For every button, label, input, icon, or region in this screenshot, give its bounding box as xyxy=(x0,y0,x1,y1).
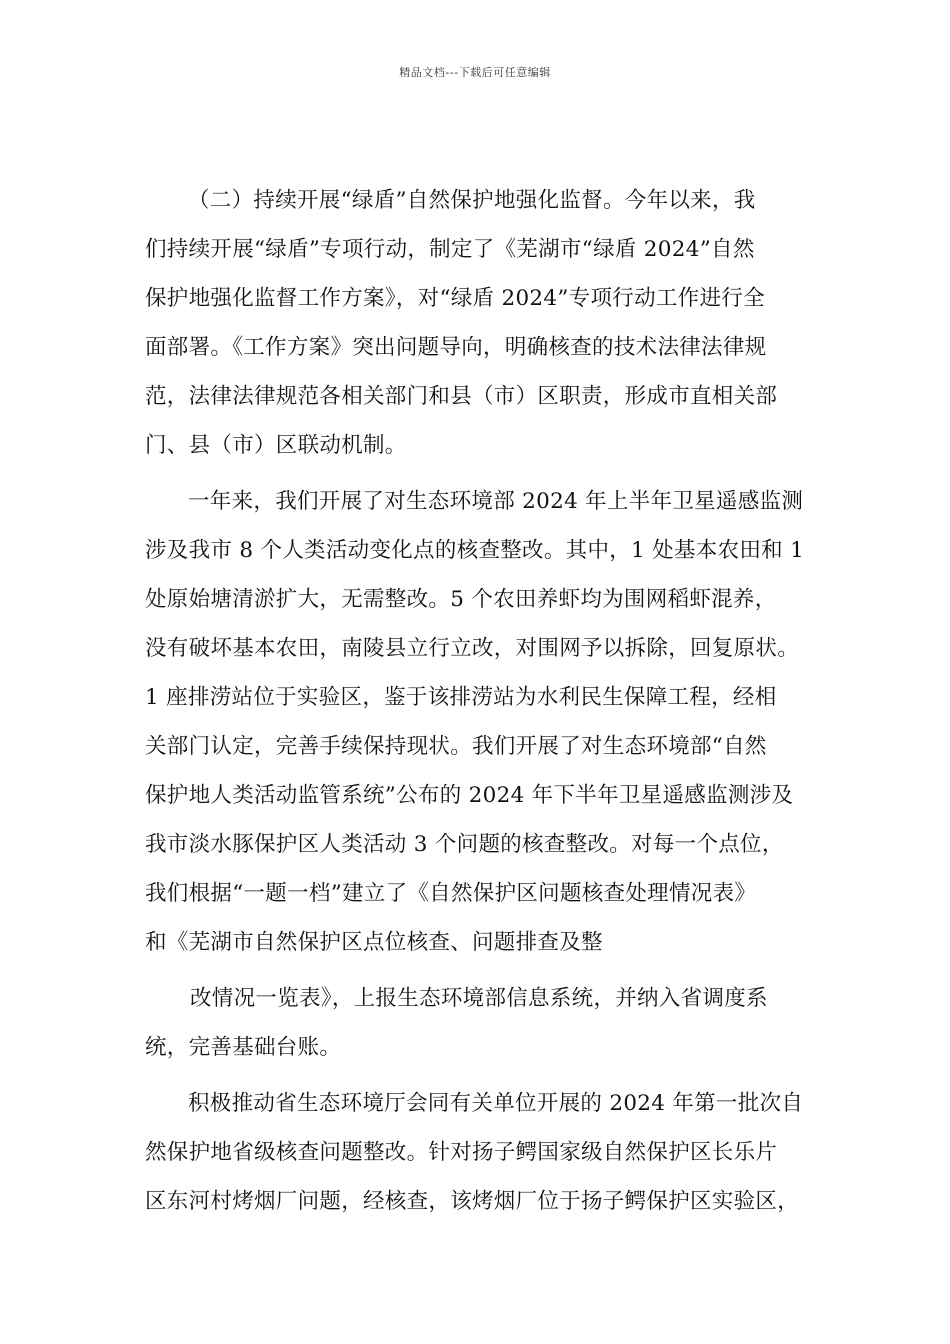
paragraph-line: 门、县（市）区联动机制。 xyxy=(145,433,407,458)
paragraph-line: 关部门认定，完善手续保持现状。我们开展了对生态环境部“自然 xyxy=(145,734,767,759)
paragraph-line: 范，法律法律规范各相关部门和县（市）区职责，形成市直相关部 xyxy=(145,384,778,409)
paragraph-line: 1 座排涝站位于实验区，鉴于该排涝站为水利民生保障工程，经相 xyxy=(145,685,777,710)
paragraph-line: 我市淡水豚保护区人类活动 3 个问题的核查整改。对每一个点位， xyxy=(145,832,784,857)
document-body xyxy=(145,176,825,1226)
paragraph-line: 面部署。《工作方案》突出问题导向，明确核查的技术法律法律规 xyxy=(145,335,767,360)
paragraph-line: 涉及我市 8 个人类活动变化点的核查整改。其中，1 处基本农田和 1 xyxy=(145,538,805,563)
paragraph-line: 然保护地省级核查问题整改。针对扬子鳄国家级自然保护区长乐片 xyxy=(145,1140,778,1165)
paragraph-line: 保护地强化监督工作方案》，对“绿盾 2024”专项行动工作进行全 xyxy=(145,286,765,311)
paragraph-line: 积极推动省生态环境厅会同有关单位开展的 2024 年第一批次自 xyxy=(188,1091,804,1116)
paragraph-line: 和《芜湖市自然保护区点位核查、问题排查及整 xyxy=(145,930,603,955)
paragraph-line: 我们根据“一题一档”建立了《自然保护区问题核查处理情况表》 xyxy=(145,881,757,906)
paragraph-line: 统，完善基础台账。 xyxy=(145,1035,342,1060)
page-header: 精品文档---下载后可任意编辑 xyxy=(399,66,551,79)
paragraph-line: （二）持续开展“绿盾”自然保护地强化监督。今年以来，我 xyxy=(188,188,756,213)
paragraph-line: 区东河村烤烟厂问题，经核查，该烤烟厂位于扬子鳄保护区实验区， xyxy=(145,1189,800,1214)
paragraph-line: 改情况一览表》，上报生态环境部信息系统，并纳入省调度系 xyxy=(190,986,768,1011)
paragraph-line: 一年来，我们开展了对生态环境部 2024 年上半年卫星遥感监测 xyxy=(188,489,804,514)
paragraph-line: 保护地人类活动监管系统”公布的 2024 年下半年卫星遥感监测涉及 xyxy=(145,783,794,808)
paragraph-line: 处原始塘清淤扩大，无需整改。5 个农田养虾均为围网稻虾混养， xyxy=(145,587,777,612)
paragraph-line: 没有破坏基本农田，南陵县立行立改，对围网予以拆除，回复原状。 xyxy=(145,636,800,661)
paragraph-line: 们持续开展“绿盾”专项行动，制定了《芜湖市“绿盾 2024”自然 xyxy=(145,237,755,262)
